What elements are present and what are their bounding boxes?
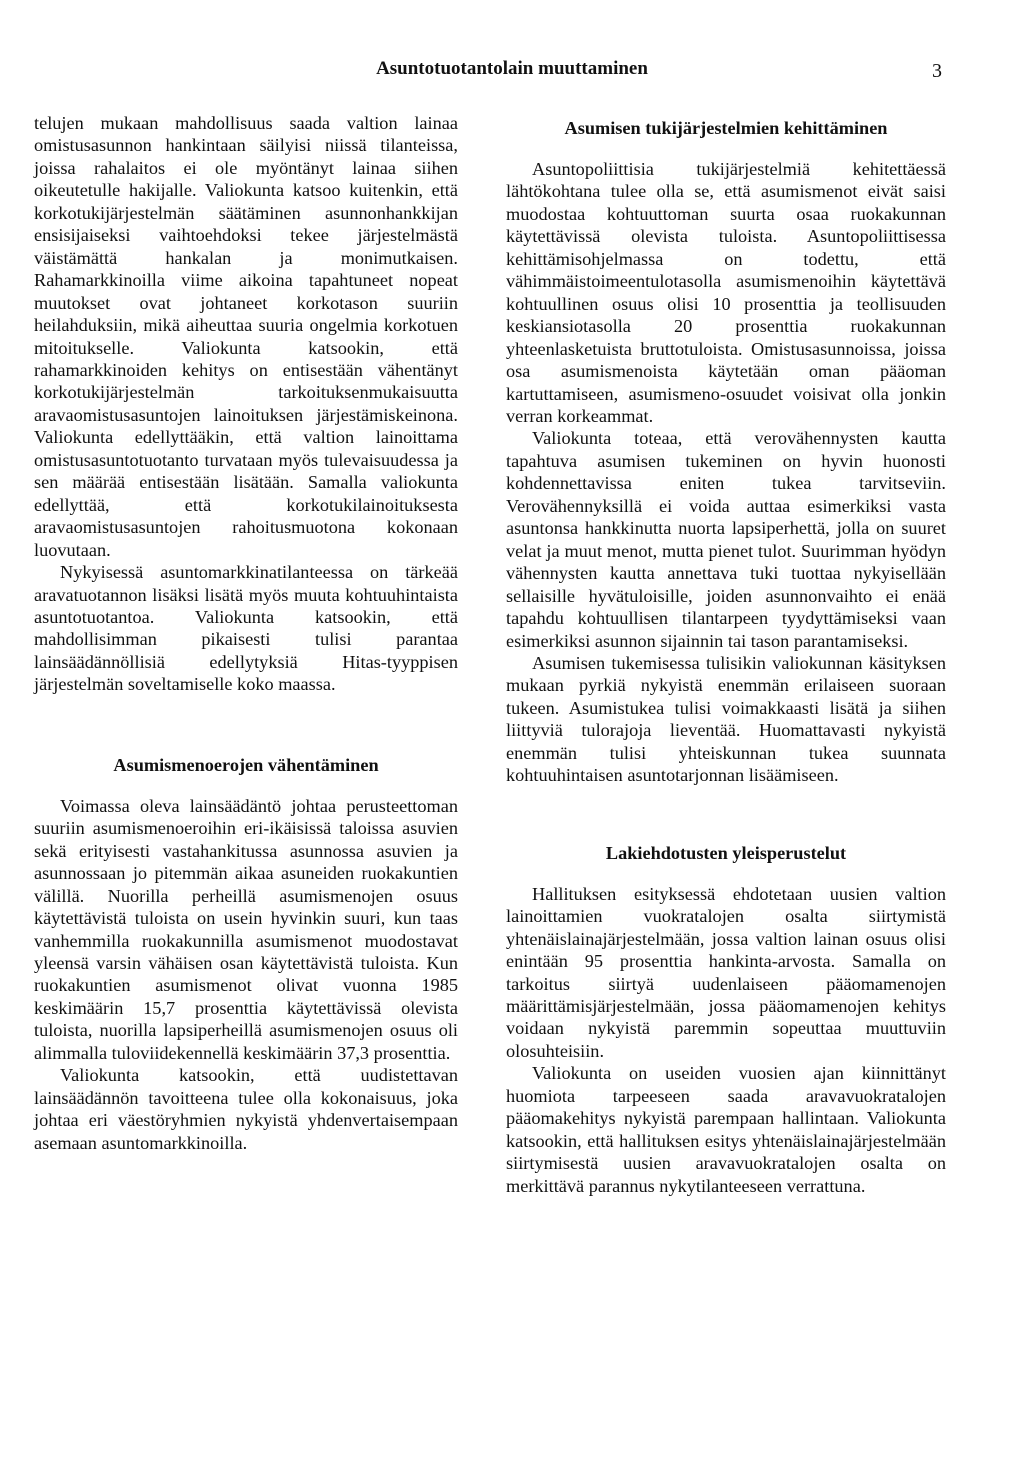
left-paragraph-3: Voimassa oleva lainsäädäntö johtaa perusteettoman suuriin asumismenoeroihin eri-ikäisissä taloissa asuvien sekä erityisesti vastahankitussa asunnossa asuvien ja asunnossaan jo pitemmän aikaa asuneiden ruokakuntien välillä. Nuorilla perheillä asumismenojen osuus käytettävistä tuloista on usein hyvinkin suuri, kun taas vanhemmilla ruokakunnilla asumismenot muodostavat yleensä varsin vähäisen osan käytettävistä tuloista. Kun ruokakuntien asumismenot olivat vuonna 1985 keskimäärin 15,7 prosenttia käytettävissä olevista tuloista, nuorilla lapsiperheillä asumismenojen osuus oli alimmalla tuloviidekennellä keskimäärin 37,3 prosenttia. <box>34 795 458 1063</box>
left-column <box>34 112 458 1154</box>
right-column <box>506 112 946 1197</box>
right-paragraph-5: Valiokunta on useiden vuosien ajan kiinnittänyt huomiota tarpeeseen saada aravavuokratalojen pääomakehitys nykyistä parempaan hallintaan. Valiokunta katsookin, että hallituksen esitys yhtenäislainajärjestelmään siirtymisestä uusien aravavuokratalojen osalta on merkittävä parannus nykytilanteeseen verrattuna. <box>506 1063 946 1196</box>
page-number: 3 <box>932 60 942 82</box>
right-paragraph-3: Asumisen tukemisessa tulisikin valiokunnan käsityksen mukaan pyrkiä nykyistä enemmän erilaiseen suoraan tukeen. Asumistukea tulisi voimakkaasti lisätä ja siihen liittyviä tulorajoja lieventää. Huomattavasti nykyistä enemmän tulisi yhteiskunnan tukea suunnata kohtuuhintaisen asuntotarjonnan lisäämiseen. <box>506 652 946 786</box>
left-paragraph-2: Nykyisessä asuntomarkkinatilanteessa on tärkeää aravatuotannon lisäksi lisätä myös muuta kohtuuhintaista asuntotuotantoa. Valiokunta katsookin, että mahdollisimman pikaisesti tulisi parantaa lainsäädännöllisiä edellytyksiä Hitas-tyyppisen järjestelmän soveltamiselle koko maassa. <box>34 562 458 695</box>
section-heading-asumismenoerojen: Asumismenoerojen vähentäminen <box>113 754 379 775</box>
left-paragraph-4: Valiokunta katsookin, että uudistettavan lainsäädännön tavoitteena tulee olla kokonaisuus, joka johtaa eri väestöryhmien nykyistä yhdenvertaisempaan asemaan asuntomarkkinoilla. <box>34 1065 458 1153</box>
right-paragraph-2: Valiokunta toteaa, että verovähennysten kautta tapahtuva asumisen tukeminen on hyvin huonosti kohdennettavissa eniten tukea tarvitseviin. Verovähennyksillä ei voida auttaa esimerkiksi vasta asuntonsa hankkinutta nuorta lapsiperhettä, jolla on suuret velat ja muut menot, mutta pienet tulot. Suurimman hyödyn vähennysten kautta annettava tuki tuottaa nykyisellään sellaisille hyvätuloisille, joiden asunnonvaihto ei enää tapahdu kohtuullisen tilantarpeen tyydyttämiseksi vaan esimerkiksi asunnon sijainnin tai tason parantamiseksi. <box>506 428 946 651</box>
right-paragraph-1: Asuntopoliittisia tukijärjestelmiä kehitettäessä lähtökohtana tulee olla se, että asumismenot eivät saisi muodostaa kohtuuttoman suurta osaa ruokakunnan käytettävissä olevista tuloista. Asuntopoliittisessa kehittämisohjelmassa on todettu, että vähimmäistoimeentulotasolla asumismenoihin käytettävä kohtuullinen osuus olisi 10 prosenttia ja teollisuuden keskiansiotasolla 20 prosenttia ruokakunnan yhteenlasketuista bruttotuloista. Omistusasunnoissa, joissa osa asumismenoista käytetään oman pääoman kartuttamiseen, asumismeno-osuudet voisivat olla jonkin verran korkeammat. <box>506 159 946 426</box>
section-heading-yleisperustelut: Lakiehdotusten yleisperustelut <box>605 842 847 863</box>
right-paragraph-4: Hallituksen esityksessä ehdotetaan uusien valtion lainoittamien vuokratalojen osalta siirtymistä yhtenäislainajärjestelmään, jossa valtion lainan osuus olisi enintään 95 prosenttia hankinta-arvosta. Samalla on tarkoitus siirtyä uudenlaiseen pääomamenojen määrittämisjärjestelmään, jossa pääomamenojen kehitys voidaan nykyistä paremmin sopeuttaa muuttuviin olosuhteisiin. <box>506 883 946 1061</box>
running-head: Asuntotuotantolain muuttaminen <box>376 58 648 79</box>
left-paragraph-1: telujen mukaan mahdollisuus saada valtion lainaa omistusasunnon hankintaan säilyisi niissä tilanteissa, joissa rahalaitos ei ole myöntänyt lainaa siihen oikeutetulle hakijalle. Valiokunta katsoo kuitenkin, että korkotukijärjestelmän säätäminen asunnonhankkijan ensisijaiseksi vaihtoehdoksi tekee järjestelmästä väistämättä hankalan ja monimutkaisen. Rahamarkkinoilla viime aikoina tapahtuneet nopeat muutokset ovat johtaneet korkotason suuriin heilahduksiin, mikä aiheuttaa suuria ongelmia korkotuen mitoitukselle. Valiokunta katsookin, että rahamarkkinoiden kehitys on entisestään vähentänyt korkotukijärjestelmän tarkoituksenmukaisuutta aravaomistusasuntojen lainoituksen järjestämiskeinona. Valiokunta edellyttääkin, että valtion lainoittama omistusasuntotuotanto turvataan myös tulevaisuudessa ja sen määrää entisestään lisätään. Samalla valiokunta edellyttää, että korkotukilainoituksesta aravaomistusasuntojen rahoitusmuotona kokonaan luovutaan. <box>34 113 458 560</box>
section-heading-tukijarjestelmien: Asumisen tukijärjestelmien kehittäminen <box>564 118 888 138</box>
